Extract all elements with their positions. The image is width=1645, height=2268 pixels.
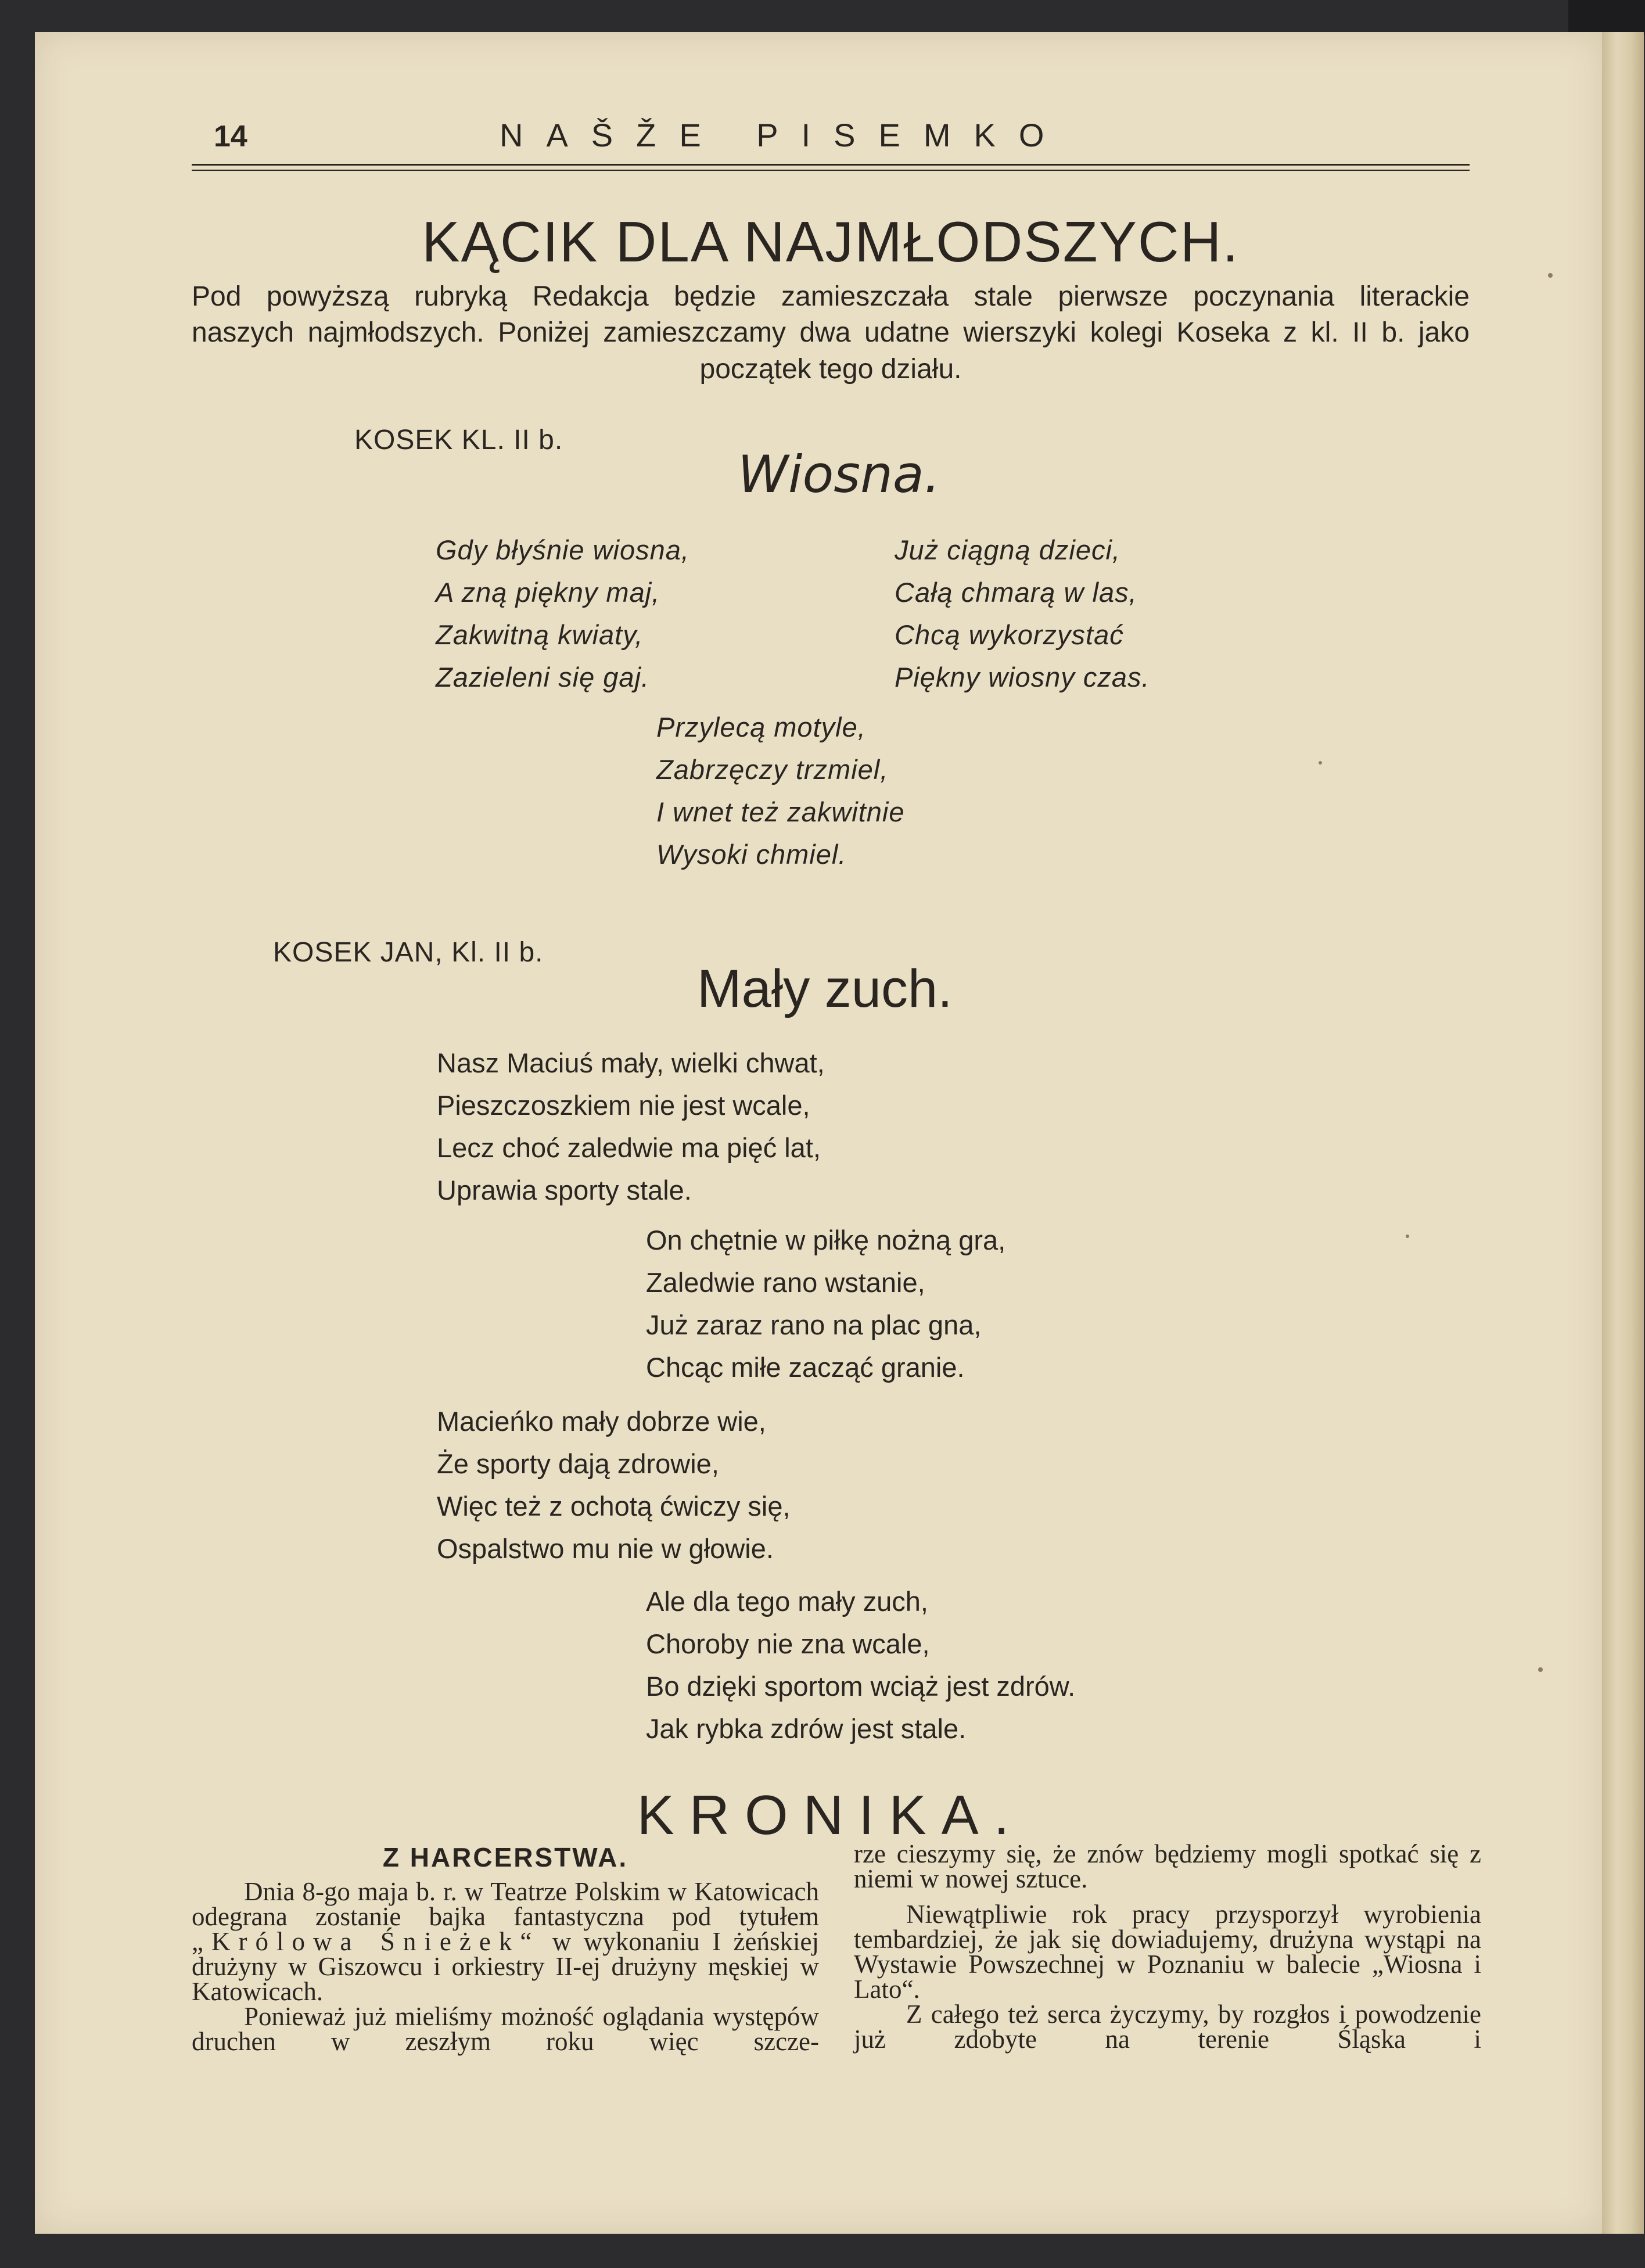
paper-speck: [1406, 1235, 1409, 1238]
page-edge: [1602, 32, 1644, 2234]
verse-line: Wysoki chmiel.: [656, 839, 847, 870]
stanza: [437, 1400, 791, 1570]
scan-border: [1568, 0, 1645, 35]
verse-line: Bo dzięki sportom wciąż jest zdrów.: [646, 1671, 1076, 1702]
intro-paragraph: [192, 279, 1470, 351]
verse-line: Już ciągną dzieci,: [895, 534, 1120, 565]
poem-author: KOSEK KL. II b.: [354, 425, 563, 455]
verse-line: Piękny wiosny czas.: [895, 662, 1150, 692]
verse-line: I wnet też zakwitnie: [656, 796, 905, 827]
paper-speck: [1319, 761, 1322, 765]
verse-line: Lecz choć zaledwie ma pięć lat,: [437, 1132, 821, 1163]
stanza: [656, 706, 905, 875]
verse-line: Pieszczoszkiem nie jest wcale,: [437, 1090, 810, 1121]
paragraph: [192, 1879, 819, 2004]
paper-speck: [1548, 273, 1553, 278]
verse-line: Zakwitną kwiaty,: [436, 619, 644, 650]
paragraph: Ponieważ już mieliśmy możność oglądania występów druchen w zeszłym roku więc szcze-: [192, 2002, 819, 2056]
stanza: [437, 1042, 825, 1211]
text-run: Dnia 8-go maja b. r. w Teatrze Polskim w Katowicach odegrana zostanie bajka fantastyczna pod tytułem: [192, 1877, 819, 1931]
verse-line: Zaledwie rano wstanie,: [646, 1267, 925, 1298]
verse-line: Chcąc miłe zacząć granie.: [646, 1352, 965, 1383]
page-number: 14: [214, 120, 247, 153]
section-title: KĄCIK DLA NAJMŁODSZYCH.: [422, 210, 1240, 274]
header-rule: [192, 170, 1470, 171]
paragraph: rze cieszymy się, że znów będziemy mogli spotkać się z niemi w nowej sztuce.: [854, 1839, 1481, 1893]
verse-line: Nasz Maciuś mały, wielki chwat,: [437, 1047, 825, 1078]
verse-line: Zazieleni się gaj.: [436, 662, 650, 692]
intro-line: Pod powyższą rubryką Redakcja będzie zamieszczała stale pierwsze poczynania literackie: [192, 281, 1470, 312]
play-title: „Królowa Śnieżek“: [192, 1927, 540, 1956]
verse-line: Choroby nie zna wcale,: [646, 1628, 930, 1659]
verse-line: Już zaraz rano na plac gna,: [646, 1309, 982, 1340]
paper-speck: [1538, 1667, 1543, 1672]
right-column: [854, 1839, 1481, 2054]
verse-line: Zabrzęczy trzmiel,: [656, 754, 889, 785]
verse-line: A zną piękny maj,: [436, 577, 660, 608]
intro-line: naszych najmłodszych. Poniżej zamieszczamy dwa udatne wierszyki kolegi Koseka z kl. II b. jako: [192, 317, 1470, 348]
journal-title: NAŠŽE PISEMKO: [500, 117, 1068, 153]
poem-title: Mały zuch.: [697, 959, 953, 1018]
text-run: w wykonaniu I żeńskiej drużyny w Giszowcu i orkiestry II-ej drużyny męskiej w Katowicach.: [192, 1927, 819, 2006]
verse-line: Przylecą motyle,: [656, 712, 866, 742]
stanza: [646, 1580, 1075, 1750]
paragraph: Niewątpliwie rok pracy przysporzył wyrobienia tembardziej, że jak się dowiadujemy, drużyna wystąpi na Wystawie Powszechnej w Poznaniu w balecie „Wiosna i Lato“.: [854, 1900, 1481, 2004]
chronicle-title: KRONIKA.: [637, 1784, 1025, 1846]
verse-line: Że sporty dają zdrowie,: [437, 1448, 719, 1479]
verse-line: Ale dla tego mały zuch,: [646, 1586, 928, 1617]
poem-author: KOSEK JAN, Kl. II b.: [273, 937, 544, 968]
verse-line: Chcą wykorzystać: [895, 619, 1124, 650]
intro-line: początek tego działu.: [699, 354, 962, 385]
verse-line: Gdy błyśnie wiosna,: [436, 534, 689, 565]
left-column: [192, 1879, 819, 2054]
verse-line: Więc też z ochotą ćwiczy się,: [437, 1491, 791, 1521]
verse-line: Całą chmarą w las,: [895, 577, 1137, 608]
verse-line: On chętnie w piłkę nożną gra,: [646, 1225, 1006, 1255]
stanza: [436, 529, 689, 698]
stanza: [646, 1219, 1005, 1388]
verse-line: Macieńko mały dobrze wie,: [437, 1406, 766, 1437]
column-heading: Z HARCERSTWA.: [382, 1842, 628, 1872]
stanza: [895, 529, 1150, 698]
verse-line: Ospalstwo mu nie w głowie.: [437, 1533, 774, 1564]
header-rule: [192, 164, 1470, 166]
paragraph: Z całego też serca życzymy, by rozgłos i powodzenie już zdobyte na terenie Śląska i: [854, 2000, 1481, 2054]
poem-title: Wiosna.: [738, 444, 940, 504]
verse-line: Jak rybka zdrów jest stale.: [646, 1713, 967, 1744]
verse-line: Uprawia sporty stale.: [437, 1175, 692, 1205]
